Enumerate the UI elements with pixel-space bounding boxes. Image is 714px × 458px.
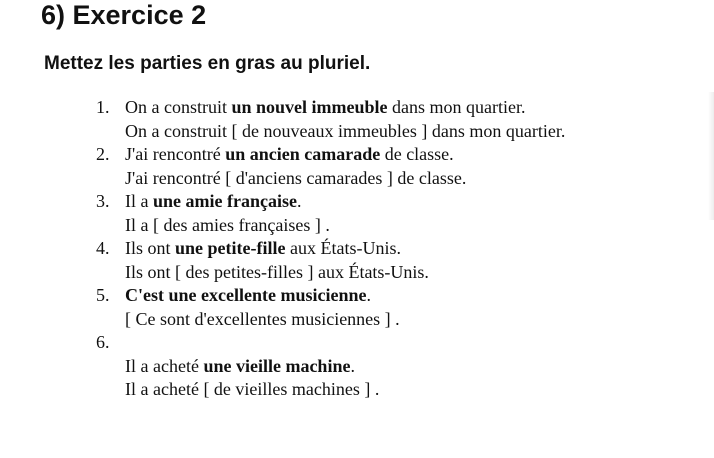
item-answer: J'ai rencontré [ d'anciens camarades ] de classe.	[125, 167, 467, 188]
item-prompt	[125, 143, 565, 167]
prompt-bold-part: C'est une excellente musicienne	[125, 285, 367, 305]
item-number: 2.	[96, 144, 110, 164]
exercise-instruction: Mettez les parties en gras au pluriel.	[44, 53, 371, 74]
prompt-bold-part: une amie française	[152, 191, 297, 211]
prompt-text-before: On a construit	[125, 97, 232, 117]
exercise-item-1	[86, 96, 565, 143]
exercise-list	[86, 96, 565, 402]
exercise-title: 6) Exercice 2	[41, 0, 207, 30]
item-number: 6.	[96, 332, 110, 352]
prompt-text-before: J'ai rencontré	[125, 144, 226, 164]
exercise-item-5	[86, 284, 565, 331]
item-blank-line	[125, 331, 565, 355]
prompt-bold-part: une vieille machine	[203, 355, 351, 376]
prompt-text-after: aux États-Unis.	[285, 238, 401, 258]
prompt-text-after: dans mon quartier.	[387, 97, 526, 117]
exercise-item-2	[86, 143, 565, 190]
item-prompt	[125, 237, 565, 261]
item-answer: On a construit [ de nouveaux immeubles ] dans mon quartier.	[125, 120, 566, 141]
prompt-text-after: .	[296, 191, 302, 211]
exercise-item-3	[86, 190, 565, 237]
prompt-text-before: Ils ont	[125, 238, 176, 258]
item-prompt	[125, 190, 565, 214]
prompt-text-after: .	[366, 285, 371, 305]
exercise-item-6	[86, 331, 565, 402]
item-number: 1.	[96, 97, 110, 117]
item-prompt	[125, 284, 565, 308]
prompt-text-before: Il a acheté	[125, 355, 204, 376]
item-prompt	[125, 96, 565, 120]
exercise-item-4	[86, 237, 565, 284]
item-number: 5.	[96, 285, 110, 305]
prompt-bold-part: un nouvel immeuble	[231, 97, 388, 117]
prompt-text-after: de classe.	[380, 144, 454, 164]
item-answer: Il a [ des amies françaises ] .	[125, 214, 330, 235]
prompt-text-before: Il a	[125, 191, 153, 211]
item-answer: [ Ce sont d'excellentes musiciennes ] .	[125, 308, 400, 329]
item-prompt	[125, 355, 565, 379]
prompt-bold-part: une petite-fille	[175, 238, 286, 258]
page-edge-shadow	[708, 92, 714, 220]
prompt-text-after: .	[350, 355, 355, 376]
prompt-bold-part: un ancien camarade	[225, 144, 381, 164]
item-answer: Ils ont [ des petites-filles ] aux États-Unis.	[125, 261, 429, 282]
item-number: 3.	[96, 191, 110, 211]
item-number: 4.	[96, 238, 110, 258]
item-answer: Il a acheté [ de vieilles machines ] .	[125, 379, 380, 399]
